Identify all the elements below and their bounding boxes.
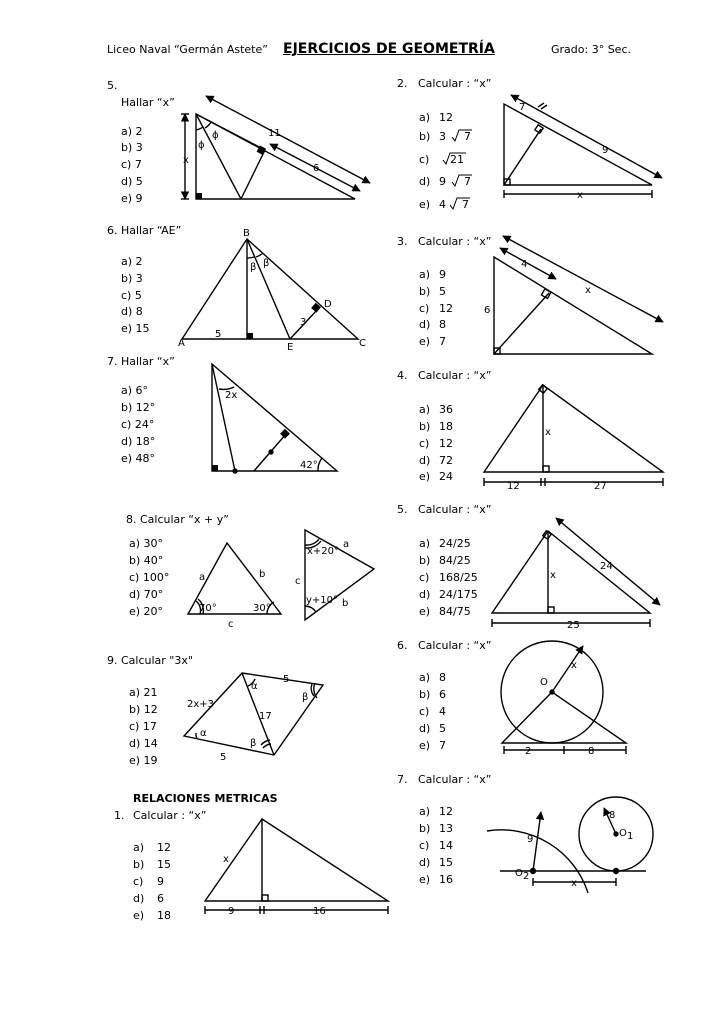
p5-angle-2: ϕ: [212, 130, 219, 141]
q4-label-x: x: [545, 427, 551, 438]
rel-1-label-9: 9: [228, 906, 235, 917]
section-heading: RELACIONES METRICAS: [133, 792, 278, 805]
q7-label-O2: O: [515, 868, 523, 879]
q7-value-c: 14: [439, 839, 453, 852]
problem-6-option-c: c) 5: [121, 289, 142, 302]
q3-value-e: 7: [439, 335, 446, 348]
problem-6-option-b: b) 3: [121, 272, 143, 285]
q2-label-9: 9: [602, 145, 609, 156]
rel-1-letter-d: d): [133, 892, 145, 905]
q6-letter-d: d): [419, 722, 431, 735]
q6-letter-b: b): [419, 688, 431, 701]
p8-side-b-2: b: [342, 598, 349, 609]
p5-label-x: x: [183, 155, 189, 166]
problem-5-option-b: b) 3: [121, 141, 143, 154]
q6-prompt: Calcular : “x”: [418, 639, 492, 652]
p8-side-c-2: c: [295, 576, 301, 587]
q6-value-d: 5: [439, 722, 446, 735]
q4-prompt: Calcular : “x”: [418, 369, 492, 382]
problem-8-option-a: a) 30°: [129, 537, 164, 550]
problem-7-option-c: c) 24°: [121, 418, 155, 431]
p9-label-5-bottom: 5: [220, 752, 227, 763]
q6-value-a: 8: [439, 671, 446, 684]
rel-1-label-16: 16: [313, 906, 326, 917]
q4-label-27: 27: [594, 481, 607, 492]
p8-side-a: a: [199, 572, 206, 583]
page-title: EJERCICIOS DE GEOMETRÍA: [283, 41, 495, 57]
q7-label-O2-sub: 2: [523, 871, 530, 882]
q7-number: 7.: [397, 773, 408, 786]
q4-letter-a: a): [419, 403, 431, 416]
p6-angle-beta-1: β: [250, 262, 257, 273]
q2-letter-b: b): [419, 130, 431, 143]
p5-label-11: 11: [268, 128, 281, 139]
q4-number: 4.: [397, 369, 408, 382]
q6-letter-e: e): [419, 739, 431, 752]
problem-5-option-c: c) 7: [121, 158, 142, 171]
q7-value-a: 12: [439, 805, 453, 818]
q2-letter-e: e): [419, 198, 431, 211]
rel-1-value-d: 6: [157, 892, 164, 905]
q3-letter-b: b): [419, 285, 431, 298]
q7-letter-c: c): [419, 839, 430, 852]
problem-9-option-b: b) 12: [129, 703, 158, 716]
q5-figure: [492, 518, 660, 627]
problem-7-figure: [212, 364, 337, 473]
q2-value-e: 4: [439, 198, 446, 211]
p9-angle-beta-1: β: [302, 692, 309, 703]
q3-letter-e: e): [419, 335, 431, 348]
q2-radicand-b: 7: [464, 130, 471, 143]
problem-6-figure: [182, 239, 358, 339]
p9-label-2x3: 2x+3: [187, 699, 215, 710]
q3-letter-c: c): [419, 302, 430, 315]
p8-angle-30: 30°: [253, 603, 271, 614]
q7-prompt: Calcular : “x”: [418, 773, 492, 786]
q6-label-8: 8: [588, 746, 595, 757]
q7-label-9: 9: [527, 834, 534, 845]
q3-label-6: 6: [484, 305, 491, 316]
q4-value-c: 12: [439, 437, 453, 450]
q3-value-a: 9: [439, 268, 446, 281]
q5-value-c: 168/25: [439, 571, 478, 584]
q5-value-a: 24/25: [439, 537, 471, 550]
p9-angle-alpha-2: α: [251, 681, 258, 692]
problem-8-option-c: c) 100°: [129, 571, 170, 584]
q2-radicand-c: 21: [450, 153, 464, 166]
p9-label-5-top: 5: [283, 674, 290, 685]
q3-value-c: 12: [439, 302, 453, 315]
rel-1-label-x: x: [223, 854, 229, 865]
q5-value-e: 84/75: [439, 605, 471, 618]
q3-value-b: 5: [439, 285, 446, 298]
p6-label-5: 5: [215, 329, 222, 340]
problem-6-option-e: e) 15: [121, 322, 150, 335]
p5-angle-1: ϕ: [198, 140, 205, 151]
q5-label-x: x: [550, 570, 556, 581]
rel-1-figure: [205, 819, 388, 914]
q4-letter-d: d): [419, 454, 431, 467]
p7-angle-2x: 2x: [225, 390, 238, 401]
problem-5-option-a: a) 2: [121, 125, 143, 138]
rel-1-value-b: 15: [157, 858, 171, 871]
problem-7-option-d: d) 18°: [121, 435, 156, 448]
q4-value-b: 18: [439, 420, 453, 433]
p8-angle-70: 70°: [199, 603, 217, 614]
q2-value-a: 12: [439, 111, 453, 124]
p6-angle-beta-2: β: [263, 258, 270, 269]
q2-label-7: 7: [519, 102, 526, 113]
q2-letter-a: a): [419, 111, 431, 124]
problem-9-option-d: d) 14: [129, 737, 158, 750]
problem-6-option-a: a) 2: [121, 255, 143, 268]
q3-prompt: Calcular : “x”: [418, 235, 492, 248]
q5-number: 5.: [397, 503, 408, 516]
problem-5-option-d: d) 5: [121, 175, 143, 188]
q6-label-x: x: [571, 660, 577, 671]
rel-1-number: 1.: [114, 809, 125, 822]
problem-7-prompt: 7. Hallar “x”: [107, 355, 175, 368]
q4-value-d: 72: [439, 454, 453, 467]
q7-label-O1: O: [619, 828, 627, 839]
q5-prompt: Calcular : “x”: [418, 503, 492, 516]
q7-label-x: x: [571, 878, 577, 889]
problem-8-prompt: 8. Calcular “x + y”: [126, 513, 229, 526]
q4-letter-b: b): [419, 420, 431, 433]
p8-side-b: b: [259, 569, 266, 580]
p8-angle-y10: y+10°: [306, 595, 339, 606]
p9-angle-beta-2: β: [250, 738, 257, 749]
problem-8-option-d: d) 70°: [129, 588, 164, 601]
q3-number: 3.: [397, 235, 408, 248]
rel-1-prompt: Calcular : “x”: [133, 809, 207, 822]
rel-1-value-e: 18: [157, 909, 171, 922]
q6-value-c: 4: [439, 705, 446, 718]
p6-vertex-D: D: [324, 299, 332, 310]
q2-value-d: 9: [439, 175, 446, 188]
q2-number: 2.: [397, 77, 408, 90]
q6-value-e: 7: [439, 739, 446, 752]
rel-1-value-a: 12: [157, 841, 171, 854]
q7-letter-d: d): [419, 856, 431, 869]
q3-value-d: 8: [439, 318, 446, 331]
q5-label-25: 25: [567, 620, 580, 631]
q6-number: 6.: [397, 639, 408, 652]
q5-letter-b: b): [419, 554, 431, 567]
q4-value-e: 24: [439, 470, 453, 483]
q2-value-b: 3: [439, 130, 446, 143]
q7-letter-e: e): [419, 873, 431, 886]
q3-figure: [494, 236, 663, 354]
q7-value-d: 15: [439, 856, 453, 869]
q3-letter-d: d): [419, 318, 431, 331]
q4-letter-e: e): [419, 470, 431, 483]
q4-label-12: 12: [507, 481, 520, 492]
q2-sqrt-signs: [443, 130, 472, 209]
problem-5-number: 5.: [107, 79, 118, 92]
q2-figure: [504, 95, 662, 198]
q7-label-O1-sub: 1: [627, 831, 634, 842]
q5-letter-d: d): [419, 588, 431, 601]
rel-1-letter-b: b): [133, 858, 145, 871]
q6-label-O: O: [540, 677, 548, 688]
q4-value-a: 36: [439, 403, 453, 416]
p6-label-3: 3: [300, 317, 307, 328]
rel-1-value-c: 9: [157, 875, 164, 888]
rel-1-letter-e: e): [133, 909, 145, 922]
q3-label-x: x: [585, 285, 591, 296]
q2-radicand-e: 7: [462, 198, 469, 211]
q5-letter-c: c): [419, 571, 430, 584]
q5-value-d: 24/175: [439, 588, 478, 601]
school-name: Liceo Naval “Germán Astete”: [107, 43, 268, 56]
problem-5-prompt: Hallar “x”: [121, 96, 175, 109]
q7-figure: [487, 797, 653, 893]
problem-7-option-b: b) 12°: [121, 401, 156, 414]
q2-prompt: Calcular : “x”: [418, 77, 492, 90]
q4-figure: [484, 385, 663, 486]
problem-9-option-c: c) 17: [129, 720, 157, 733]
p6-vertex-B: B: [243, 228, 250, 239]
p6-vertex-E: E: [287, 342, 294, 353]
problem-9-option-e: e) 19: [129, 754, 158, 767]
problem-5-option-e: e) 9: [121, 192, 143, 205]
q5-label-24: 24: [600, 561, 613, 572]
q7-value-b: 13: [439, 822, 453, 835]
q6-letter-a: a): [419, 671, 431, 684]
problem-6-prompt: 6. Hallar “AE”: [107, 224, 182, 237]
grade-label: Grado: 3° Sec.: [551, 43, 631, 56]
p8-side-c: c: [228, 619, 234, 630]
problem-9-option-a: a) 21: [129, 686, 158, 699]
q7-letter-b: b): [419, 822, 431, 835]
q4-letter-c: c): [419, 437, 430, 450]
q2-radicand-d: 7: [464, 175, 471, 188]
p9-angle-alpha-1: α: [200, 728, 207, 739]
problem-7-option-a: a) 6°: [121, 384, 149, 397]
q7-label-8: 8: [609, 810, 616, 821]
p7-angle-42: 42°: [300, 460, 318, 471]
p9-label-17: 17: [259, 711, 272, 722]
q7-value-e: 16: [439, 873, 453, 886]
q2-letter-c: c): [419, 153, 430, 166]
p6-vertex-C: C: [359, 338, 366, 349]
q2-label-x: x: [577, 190, 583, 201]
problem-6-option-d: d) 8: [121, 305, 143, 318]
q2-letter-d: d): [419, 175, 431, 188]
problem-8-option-e: e) 20°: [129, 605, 164, 618]
q6-figure: [501, 641, 626, 754]
problem-7-option-e: e) 48°: [121, 452, 156, 465]
p6-vertex-A: A: [178, 338, 185, 349]
problem-8-figure-right: [305, 530, 374, 620]
q6-value-b: 6: [439, 688, 446, 701]
q3-label-4: 4: [521, 259, 528, 270]
q6-letter-c: c): [419, 705, 430, 718]
q5-letter-e: e): [419, 605, 431, 618]
problem-5-figure: [181, 96, 370, 199]
q7-letter-a: a): [419, 805, 431, 818]
problem-8-option-b: b) 40°: [129, 554, 164, 567]
problem-9-prompt: 9. Calcular "3x": [107, 654, 193, 667]
q6-label-2: 2: [525, 746, 532, 757]
p5-label-6: 6: [313, 163, 320, 174]
q5-letter-a: a): [419, 537, 431, 550]
q5-value-b: 84/25: [439, 554, 471, 567]
rel-1-letter-c: c): [133, 875, 144, 888]
q3-letter-a: a): [419, 268, 431, 281]
rel-1-letter-a: a): [133, 841, 145, 854]
p8-side-a-2: a: [343, 539, 350, 550]
p8-angle-x20: x+20°: [307, 546, 340, 557]
